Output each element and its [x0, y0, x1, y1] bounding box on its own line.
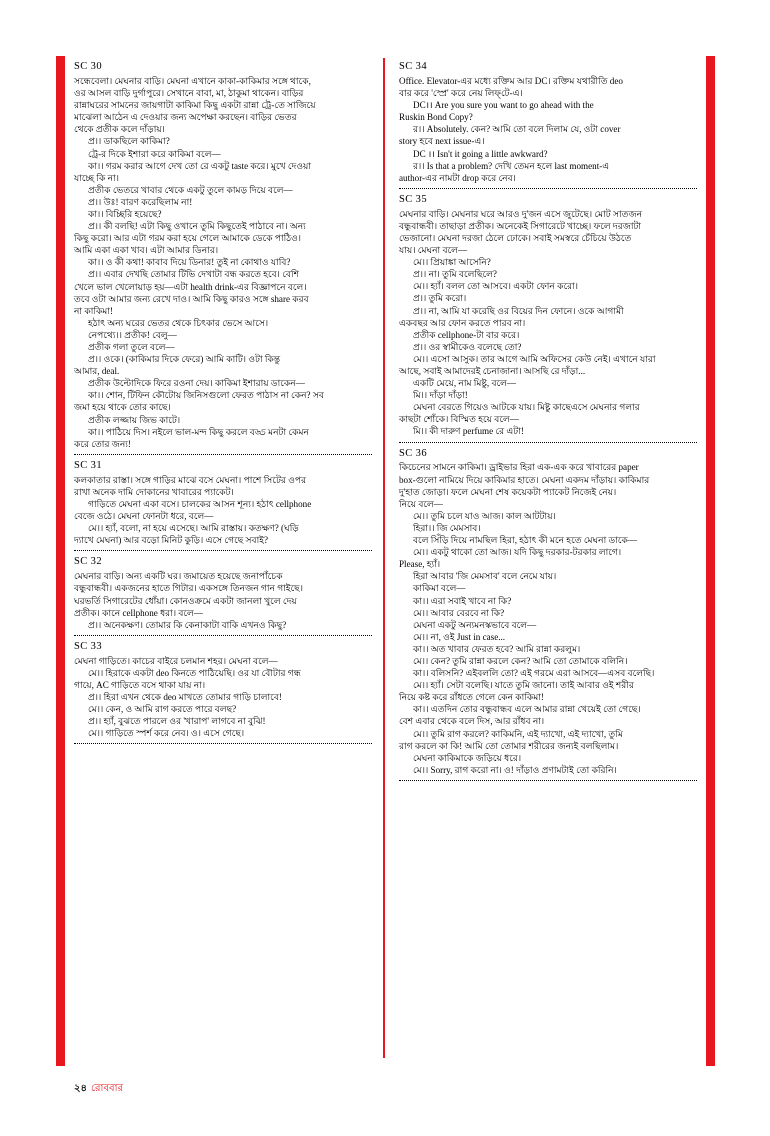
script-line: দ্যাখে মেঘনা) আর বড়ো মিনিট কুড়ি। এসে গেছে সবাই?	[74, 535, 268, 546]
script-line: মে।। না, ওই Just in case...	[413, 631, 506, 642]
script-line: মে।। কেন, ও আমি রাগ করতে পারে বলছ?	[88, 704, 237, 715]
script-line: র।। Absolutely. কেন? আমি তো বলে দিলাম যে, ওটা cover	[413, 124, 621, 135]
script-line: একবছর আর ফোন করতে পারব না।	[399, 317, 526, 328]
script-line: Please, হ্যাঁ।	[399, 559, 441, 570]
script-line: মেঘনা একটু অন্যমনস্কভাবে বলে—	[413, 619, 537, 630]
script-line: কা।। পাঠিয়ে দিস। নইলে ভাল-মন্দ কিছু করলে বড্ড মনটা কেমন	[88, 426, 309, 437]
script-line: করে তোর জন্য!	[74, 438, 131, 449]
script-line: story হবে next issue-এ।	[399, 136, 485, 147]
script-line: হিরা আবার 'জি মেমসাব' বলে নেমে যায়।	[413, 571, 557, 582]
scene-separator	[74, 635, 372, 636]
scene-heading: SC 34	[399, 61, 427, 72]
script-line: যায়। মেঘনা বলে—	[399, 245, 468, 256]
page-number: ২৪	[74, 1083, 87, 1094]
script-line: কা।। বলিসনি? এইবললি তো? এই গরমে এরা আসবে—এসব বলেছি।	[413, 668, 655, 679]
script-line: মে।। একটু থাকো তো আজ। যদি কিছু দরকার-টরকার লাগে।	[413, 547, 622, 558]
script-line: মে।। আবার বেরবে না কি?	[413, 607, 505, 618]
scene-separator	[74, 454, 372, 455]
script-line: বন্ধুবান্ধবী। একজনের হাতে গিটার। একসঙ্গে তিনজন গান গাইছে।	[74, 583, 303, 594]
script-line: হিরা।। জি মেমসাব।	[413, 522, 481, 533]
script-line: মেঘনা বেরতে গিয়েও আটকে যায়। মিষ্টু কাছেএসে মেঘনার গলার	[413, 402, 640, 413]
script-line: প্র।। কী বলছি! এটা কিছু ওখানে তুমি কিছুতেই পাঠাবে না। অন্য	[88, 221, 306, 232]
script-line: কলকাতার রাস্তা। সঙ্গে গাড়ির মাঝে বসে মেঘনা। পাশে সিটের ওপর	[74, 474, 307, 485]
script-line: মে।। হ্যাঁ। বলল তো আসবে। একটা ফোন করো।	[413, 281, 578, 292]
script-line: না কাকিমা!	[74, 305, 114, 316]
script-line: কিচেনের সামনে কাকিমা। ড্রাইভার হিরা এক-এক করে খাবারের paper	[399, 462, 639, 473]
script-line: প্র।। হিরা এখন থেকে deo মাখতে তোমার গাড়ি চালাবে!	[88, 692, 282, 703]
magazine-name: রোববার	[91, 1083, 123, 1094]
script-line: মে।। হ্যাঁ। সেটা বলেছি। যাতে তুমি জানো। তাই আবার ওই শরীর	[413, 680, 634, 691]
script-line: আমার, deal.	[74, 366, 120, 377]
scene-block	[399, 447, 697, 776]
script-line: মি।। কী দারুণ perfume রে এটা!	[413, 426, 524, 437]
script-line: জমা হয়ে থাকে তোর কাছে।	[74, 402, 171, 413]
left-column	[74, 60, 372, 748]
script-line: বন্ধুবান্ধবী। তাছাড়া প্রতীক। অনেকেই সিগারেটে খাচ্ছে। ফলে দরজাটা	[399, 220, 642, 231]
script-line: কা।। এরা সবাই খাবে না কি?	[413, 595, 512, 606]
script-line: মে।। তুমি চলে যাও আজ। কাল আটটায়।	[413, 510, 556, 521]
script-line: মে।। তুমি রাগ করলে? কাকিমনি, এই দ্যাখো, এই দ্যাখো, তুমি	[413, 728, 623, 739]
script-line: দু'হাত জোড়া। ফলে মেঘনা শেষ কয়েকটা প্যাকেট নিজেই নেয়।	[399, 486, 617, 497]
script-line: মাঝেলা আঠেন এ দেওয়ার জন্য অপেক্ষা করছেন। বাড়ির ভেতর	[74, 112, 297, 123]
script-line: তবে ওটা আমার জন্য রেখে দাও। আমি কিছু কারও সঙ্গে share করব	[74, 293, 309, 304]
script-line: ভেজানো। মেঘনা দরজা ঠেলে ঢোকে। সবাই সমস্বরে চেঁচিয়ে উঠতে	[399, 232, 632, 243]
script-line: বার করে 'স্প্রে' করে নেয় লিফ্‌টে-এ।	[399, 88, 523, 99]
script-line: মে।। এসো আসুক। তার আগে আমি অফিসের কেউ নেই। এখানে যারা	[413, 353, 656, 364]
script-line: প্র।। ওকে। (কাকিমার দিকে ফেরে) আমি কাটি। ওটা কিন্তু	[88, 354, 281, 365]
scene-separator	[399, 188, 697, 189]
script-line: প্র।। ওর স্বামীকেও বলেছে তো?	[413, 341, 522, 352]
scene-heading: SC 32	[74, 556, 102, 568]
script-line: প্র।। এবার দেখছি তোমার টিভি দেখাটা বন্ধ করতে হবে। বেশি	[88, 269, 299, 280]
text-columns	[74, 60, 706, 1060]
script-line: ট্রে-র দিকে ইশারা করে কাকিমা বলে—	[88, 148, 221, 159]
script-line: কা।। এতদিন তোর বন্ধুবান্ধব এলে আমার রান্না খেয়েই তো গেছে।	[413, 704, 641, 715]
script-line: রান্নাঘরের সামনের জায়গাটা কাকিমা কিছু একটা রান্না ট্রে-তে সাজিয়ে	[74, 100, 316, 111]
script-line: মে।। গাড়িতে স্পর্শ করে নেব। ও। এসে গেছে।	[88, 728, 245, 739]
script-line: নিয়ে বলে—	[399, 498, 443, 509]
script-line: কাছটা শোঁকে। বিস্মিত হয়ে বলে—	[399, 414, 519, 425]
script-line: আছে, সবাই আমাদেরই চেনাজানা। আসছি রে দাঁড়া...	[399, 365, 586, 376]
script-line: প্র।। হ্যাঁ, বুঝতে পারলে ওর 'খারাপ' লাগবে না বুঝি!	[88, 716, 266, 727]
script-line: মে।। Sorry, রাগ করো না। ও! দাঁড়াও প্রণামটাই তো করিনি।	[413, 764, 617, 775]
scene-heading: SC 35	[399, 193, 427, 205]
script-line: হঠাৎ অন্য ঘরের ভেতর থেকে চিৎকার ভেসে আসে।	[88, 317, 269, 328]
script-line: Office. Elevator-এর মধ্যে রক্তিম আর DC। রক্তিম যথারীতি deo	[399, 75, 623, 86]
script-line: মেঘনার বাড়ি। অন্য একটি ঘর। জমায়েত হয়েছে জনাপাঁচেক	[74, 571, 283, 582]
script-line: প্রতীক উল্টোদিকে ফিরে রওনা দেয়। কাকিমা ইশারায় ডাকেন—	[88, 378, 305, 389]
script-line: মে।। হ্যাঁ, বলো, না হয়ে এসেছে। আমি রাস্তায়। কতক্ষণ? (ঘড়ি	[88, 523, 299, 534]
script-line: box-গুলো নামিয়ে দিয়ে কাকিমার হাতে। মেঘনা একদম দাঁড়ায়। কাকিমার	[399, 474, 650, 485]
scene-block	[74, 459, 372, 547]
right-red-rule	[706, 56, 715, 1066]
scene-separator	[399, 780, 697, 781]
script-line: প্র।। না। তুমি বলেছিলে?	[413, 269, 497, 280]
script-line: নিয়ে কষ্ট করে রাঁধতে গেলে কেন কাকিমা!	[399, 692, 544, 703]
scene-separator	[74, 550, 372, 551]
script-line: আমি একা একা খাব। এটা আমার ডিনার।	[74, 245, 219, 256]
script-line: মেঘনা কাকিমাকে জড়িয়ে ধরে।	[413, 752, 522, 763]
scene-separator	[399, 442, 697, 443]
script-line: কাকিমা বলে—	[413, 583, 466, 594]
script-line: মেঘনা গাড়িতে। কাচের বাইরে চলমান শহর। মেঘনা বলে—	[74, 655, 278, 666]
script-line: রাগ করলে কা কি! আমি তো তোমার শরীরের জন্যই বলছিলাম।	[399, 740, 619, 751]
script-line: কা।। ও কী কথা! কাবাব দিয়ে ডিনার! তুই না কোথাও যাবি?	[88, 257, 291, 268]
script-line: বেশ এবার থেকে বলে দিস, আর রাঁধব না।	[399, 716, 545, 727]
script-line: রাখা অনেক দামি দোকানের খাবারের প্যাকেট।	[74, 486, 234, 497]
script-line: মি।। দাঁড়া দাঁড়া!	[413, 390, 468, 401]
scene-heading: SC 33	[74, 640, 102, 652]
script-line: কা।। অত খাবার ফেরত হবে? আমি রান্না করলুম।	[413, 643, 581, 654]
script-line: প্রতীক গলা তুলে বলে—	[88, 342, 175, 353]
script-line: ঘরভর্তি সিগারেটের ধোঁয়া। কোনওক্রমে একটা জানলা খুলে দেয়	[74, 595, 297, 606]
script-line: DC ।। Isn't it going a little awkward?	[413, 148, 548, 159]
scene-separator	[74, 743, 372, 744]
script-line: প্রতীক ভেতরে খাবার থেকে একটু তুলে কামড় দিয়ে বলে—	[88, 184, 293, 195]
script-line: মে।। কেন? তুমি রান্না করলে কেন? আমি তো তোমাকে বলিনি।	[413, 655, 628, 666]
script-line: বেজে ওঠে। মেঘনা ফোনটা ধরে, বলে—	[74, 511, 214, 522]
script-line: যাচ্ছে কি না।	[74, 172, 119, 183]
scene-heading: SC 31	[74, 459, 102, 471]
scene-block	[74, 555, 372, 630]
script-line: প্র।। উঃ! বারণ করেছিলাম না!	[88, 196, 193, 207]
script-line: প্র।। ডাকছিলে কাকিমা?	[88, 136, 170, 147]
scene-block	[399, 60, 697, 184]
script-line: প্র।। না, আমি যা করেছি ওর বিয়ের দিন ফোনে। ওকে আগামী	[413, 305, 624, 316]
script-line: মে।। হিরাকে একটা deo কিনতে পাঠিয়েছি। ওর যা বৌটার গন্ধ	[88, 667, 301, 678]
right-column	[399, 60, 697, 785]
script-line: গায়ে, AC গাড়িতে বসে থাকা যায় না।	[74, 679, 206, 690]
script-line: প্রতীক cellphone-টা বার করে।	[413, 329, 520, 340]
scene-heading: SC 30	[74, 61, 102, 72]
script-line: প্রতীক। কানে cellphone ধরা। বলে—	[74, 607, 203, 618]
script-line: একটি মেয়ে, নাম মিষ্টু, বলে—	[413, 378, 517, 389]
script-line: ওর আসল বাড়ি দুর্গাপুরে। সেখানে বাবা, মা, ঠাকুমা থাকেন। বাড়ির	[74, 88, 304, 99]
page-footer	[74, 1081, 123, 1098]
script-line: DC।। Are you sure you want to go ahead with the	[413, 100, 594, 111]
script-line: কিছু করো। আর এটা গরম করা হয়ে গেলে আমাকে ডেকে পাঠিও।	[74, 233, 302, 244]
script-line: সন্ধেবেলা। মেঘনার বাড়ি। মেঘনা এখানে কাকা-কাকিমার সঙ্গে থাকে,	[74, 75, 311, 86]
script-line: খেলে ভাল খেলোয়াড় হয়—এটা health drink-এর বিজ্ঞাপনে বলে।	[74, 281, 307, 292]
script-line: বলে সিঁড়ি দিয়ে নামছিল হিরা, হঠাৎ কী মনে হতে মেঘনা ডাকে—	[413, 535, 637, 546]
script-line: গাড়িতে মেঘনা একা বসে। চালকের আসন শূন্য। হঠাৎ cellphone	[88, 499, 312, 509]
scene-block	[74, 640, 372, 740]
script-line: প্র।। অনেকক্ষণ। তোমার কি কেনাকাটা বাকি এখনও কিছু?	[88, 619, 287, 630]
script-line: প্র।। তুমি করো।	[413, 293, 467, 304]
script-line: র।। Is that a problem? দেখি তেমন হলে last moment-এ	[413, 160, 610, 171]
script-line: মে।। প্রিয়াঙ্কা আসেনি?	[413, 257, 491, 268]
left-red-rule	[56, 56, 65, 1066]
script-line: নেপথ্যে।। প্রতীক! বেলু—	[88, 329, 177, 340]
script-line: প্রতীক লজ্জায় জিভ কাটে।	[88, 414, 181, 425]
scene-block	[399, 193, 697, 438]
script-line: কা।। বিচ্ছিরি হয়েছে?	[88, 208, 162, 219]
script-line: কা।। শোন, টিফিন কৌটোয় জিনিসগুলো ফেরত পাঠাস না কেন? সব	[88, 390, 324, 401]
script-line: কা।। গরম করার আগে দেখ তো রে একটু taste করে। মুখে দেওয়া	[88, 160, 312, 171]
scene-block	[74, 60, 372, 450]
script-line: মেঘনার বাড়ি। মেঘনার ঘরে আরও দু'জন এসে জুটেছে। মোট সাতজন	[399, 208, 643, 219]
scene-heading: SC 36	[399, 447, 427, 459]
script-line: থেকে প্রতীক কলে দাঁড়ায়।	[74, 124, 165, 135]
script-line: author-এর নামটা drop করে নেব।	[399, 172, 516, 183]
script-line: Ruskin Bond Copy?	[399, 112, 473, 123]
